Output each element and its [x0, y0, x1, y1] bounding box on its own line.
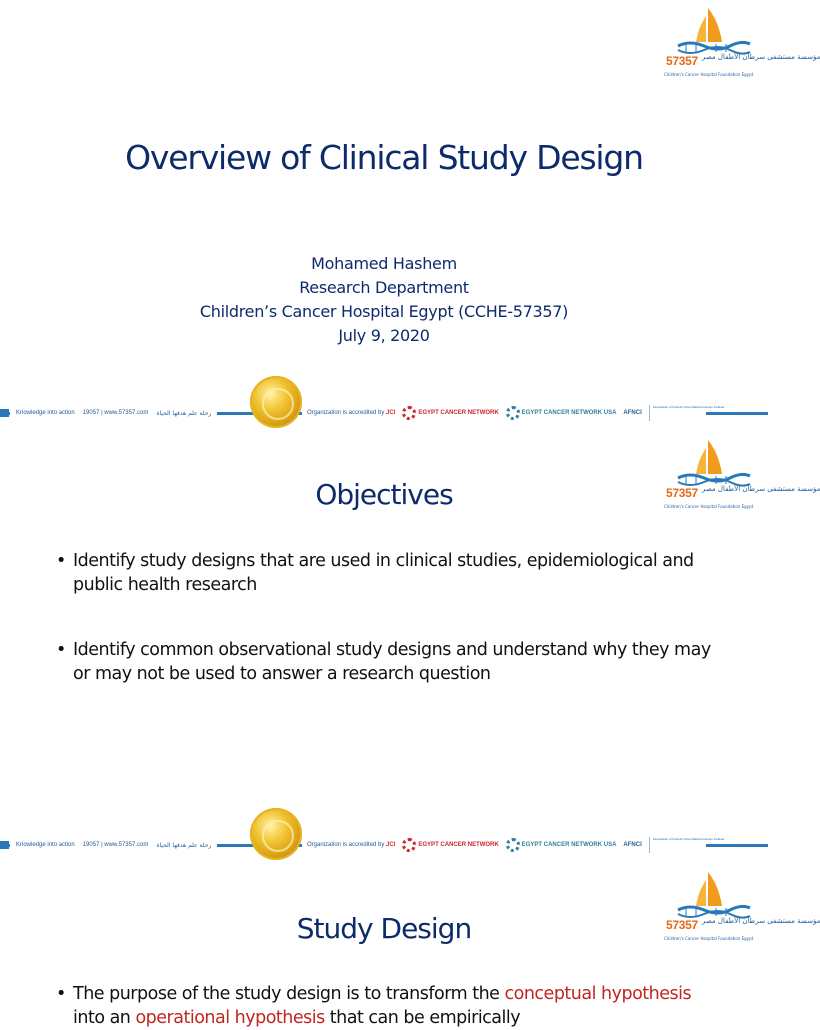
jci-gold-seal-icon [250, 376, 302, 428]
bullet-item: • Identify study designs that are used in clinical studies, epidemiological and public health research [56, 549, 716, 597]
department: Research Department [299, 278, 469, 297]
logo-number: 57357 [666, 918, 698, 932]
bullet-item: • Identify common observational study designs and understand why they may or may not be used to answer a research question [56, 638, 716, 686]
footer-accreditation [302, 402, 725, 424]
logo-number: 57357 [666, 54, 698, 68]
footer-bar [0, 830, 768, 860]
presentation-date: July 9, 2020 [338, 326, 430, 345]
footer-left [10, 837, 217, 853]
footer-contact: 19057 | www.57357.com [82, 842, 149, 848]
egypt-cancer-network-badge: EGYPT CANCER NETWORK [402, 838, 498, 852]
afnci-logo: AFNCI [623, 410, 642, 416]
bullet-item: • The purpose of the study design is to transform the conceptual hypothesis into an operational hypothesis that can be empirically [56, 982, 716, 1030]
footer-tagline: Knowledge into action [16, 410, 75, 416]
institution: Children’s Cancer Hospital Egypt (CCHE-57357) [199, 302, 569, 321]
egypt-cancer-network-usa-badge: EGYPT CANCER NETWORK USA [506, 838, 617, 852]
logo-subtitle: Children's Cancer Hospital Foundation Egypt [664, 72, 754, 77]
sailboat-logo-icon [664, 6, 750, 56]
egypt-cancer-network-usa-badge: EGYPT CANCER NETWORK USA [506, 406, 617, 420]
egypt-cancer-network-badge: EGYPT CANCER NETWORK [402, 406, 498, 420]
network-ring-icon [506, 406, 520, 420]
jci-gold-seal-icon [250, 808, 302, 860]
jci-label: JCI [386, 410, 396, 416]
logo-arabic: مؤسسة مستشفى سرطان الأطفال مصر [702, 485, 820, 493]
logo-number: 57357 [666, 486, 698, 500]
conceptual-hypothesis-term: conceptual hypothesis [504, 984, 692, 1004]
slide-title: Overview of Clinical Study Design [125, 138, 643, 177]
accredited-text: Organization is accredited by [307, 842, 385, 848]
slide-title: Study Design [296, 912, 472, 945]
footer-bar [0, 398, 768, 428]
logo-subtitle: Children's Cancer Hospital Foundation Egypt [664, 936, 754, 941]
footer-contact: 19057 | www.57357.com [82, 410, 149, 416]
footer-arabic-tagline: رحلة علم هدفها الحياة [156, 841, 212, 849]
author-name: Mohamed Hashem [311, 254, 457, 273]
footer-left [10, 405, 217, 421]
jci-label: JCI [386, 842, 396, 848]
bullet-list [56, 982, 716, 1030]
footer-arabic-tagline: رحلة علم هدفها الحياة [156, 409, 212, 417]
logo-arabic: مؤسسة مستشفى سرطان الأطفال مصر [702, 917, 820, 925]
footer-accreditation [302, 834, 725, 856]
slide-objectives [0, 432, 820, 864]
slide-title: Objectives [315, 478, 453, 511]
network-ring-icon [402, 838, 416, 852]
accredited-text: Organization is accredited by [307, 410, 385, 416]
association-text: Association of Friends of the National Cancer Institute [649, 405, 701, 421]
bullet-list [56, 549, 716, 686]
network-ring-icon [402, 406, 416, 420]
author-block [0, 252, 768, 348]
operational-hypothesis-term: operational hypothesis [135, 1008, 325, 1028]
afnci-logo: AFNCI [623, 842, 642, 848]
footer-tagline: Knowledge into action [16, 842, 75, 848]
network-ring-icon [506, 838, 520, 852]
hospital-logo [664, 6, 820, 98]
slide-study-design [0, 864, 820, 1028]
slide-title-page [0, 0, 820, 432]
logo-arabic: مؤسسة مستشفى سرطان الأطفال مصر [702, 53, 820, 61]
association-text: Association of Friends of the National Cancer Institute [649, 837, 701, 853]
logo-subtitle: Children's Cancer Hospital Foundation Egypt [664, 504, 754, 509]
